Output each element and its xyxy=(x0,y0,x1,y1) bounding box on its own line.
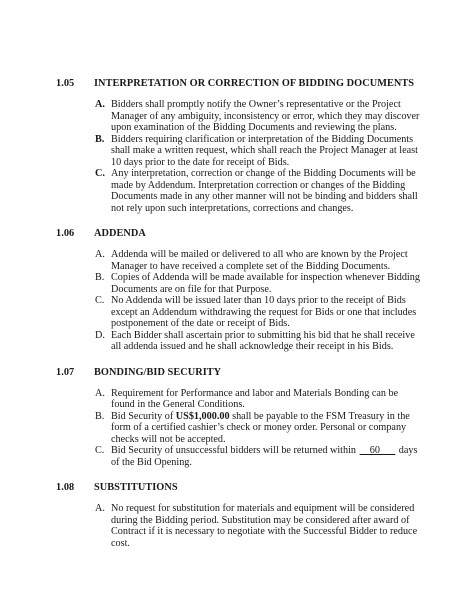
list-item xyxy=(95,99,424,134)
item-letter: A. xyxy=(95,387,105,399)
list-item xyxy=(95,503,424,549)
item-text-before: Bid Security of unsuccessful bidders will be returned within xyxy=(111,445,359,456)
item-text: No Addenda will be issued later than 10 days prior to the receipt of Bids except an Addendum withdrawing the request for Bids or one that includes postponement of the date or receipt of Bids. xyxy=(111,295,417,329)
bid-security-amount: US$1,000.00 xyxy=(175,410,230,422)
section-1-05 xyxy=(56,78,424,214)
section-1-06 xyxy=(56,228,424,353)
section-title: BONDING/BID SECURITY xyxy=(94,366,222,378)
item-text xyxy=(111,411,424,446)
item-text-after: shall be payable to the FSM Treasury in the form of a certified cashier’s check or money order. Personal or company checks will not be accepted. xyxy=(111,410,410,445)
section-1-08 xyxy=(56,482,424,549)
item-letter: B. xyxy=(95,133,105,145)
item-letter: A. xyxy=(95,503,105,514)
section-heading xyxy=(56,78,424,90)
list-item xyxy=(95,168,424,214)
list-item xyxy=(95,388,424,411)
section-title: INTERPRETATION OR CORRECTION OF BIDDING DOCUMENTS xyxy=(94,78,415,89)
item-text: No request for substitution for materials and equipment will be considered during the Bidding period. Substitution may be considered after award of Contract if it is necessary to negotiate with the Successful Bidder to reduce cost. xyxy=(111,503,418,549)
item-letter: D. xyxy=(95,329,105,341)
list-item xyxy=(95,330,424,353)
item-text-after: days of the Bid Opening. xyxy=(111,445,418,468)
list-item xyxy=(95,272,424,295)
item-text: Addenda will be mailed or delivered to all who are known by the Project Manager to have received a complete set of the Bidding Documents. xyxy=(111,249,408,272)
section-number: 1.06 xyxy=(56,228,75,239)
item-text: Each Bidder shall ascertain prior to submitting his bid that he shall receive all addenda issued and he shall acknowledge their receipt in his Bids. xyxy=(111,329,415,352)
section-items xyxy=(56,99,424,214)
section-items xyxy=(56,388,424,469)
item-text: Copies of Addenda will be made available for inspection whenever Bidding Documents are on file for that Purpose. xyxy=(111,272,420,295)
section-items xyxy=(56,503,424,549)
section-title: SUBSTITUTIONS xyxy=(94,482,178,493)
section-1-07 xyxy=(56,367,424,469)
list-item xyxy=(95,134,424,169)
item-letter: B. xyxy=(95,410,105,422)
section-number: 1.07 xyxy=(56,366,75,378)
section-items xyxy=(56,249,424,353)
item-letter: A. xyxy=(95,99,105,110)
section-heading xyxy=(56,228,424,240)
item-letter: C. xyxy=(95,295,105,306)
item-letter: C. xyxy=(95,168,105,179)
section-number: 1.05 xyxy=(56,78,75,89)
item-text-before: Bid Security of xyxy=(111,410,176,422)
item-text: Requirement for Performance and labor and Materials Bonding can be found in the General Conditions. xyxy=(111,387,399,410)
item-text xyxy=(111,445,424,468)
item-letter: C. xyxy=(95,445,105,456)
section-title: ADDENDA xyxy=(94,228,146,239)
list-item xyxy=(95,445,424,468)
item-text: Bidders requiring clarification or interpretation of the Bidding Documents shall make a written request, which shall reach the Project Manager at least 10 days prior to the date for receipt of Bids. xyxy=(111,133,418,168)
list-item xyxy=(95,249,424,272)
section-heading xyxy=(56,367,424,379)
list-item xyxy=(95,411,424,446)
section-number: 1.08 xyxy=(56,482,75,493)
section-heading xyxy=(56,482,424,494)
return-days-blank: __60___ xyxy=(359,445,396,456)
item-letter: A. xyxy=(95,249,105,260)
item-text: Any interpretation, correction or change of the Bidding Documents will be made by Addendum. Interpretation correction or changes of the Bidding Documents made in any other manner will not be binding and bidders shall not rely upon such interpretations, corrections and changes. xyxy=(111,168,418,214)
item-text: Bidders shall promptly notify the Owner’s representative or the Project Manager of any ambiguity, inconsistency or error, which they may discover upon examination of the Bidding Documents and reviewing the plans. xyxy=(111,99,420,133)
item-letter: B. xyxy=(95,272,105,283)
list-item xyxy=(95,295,424,330)
